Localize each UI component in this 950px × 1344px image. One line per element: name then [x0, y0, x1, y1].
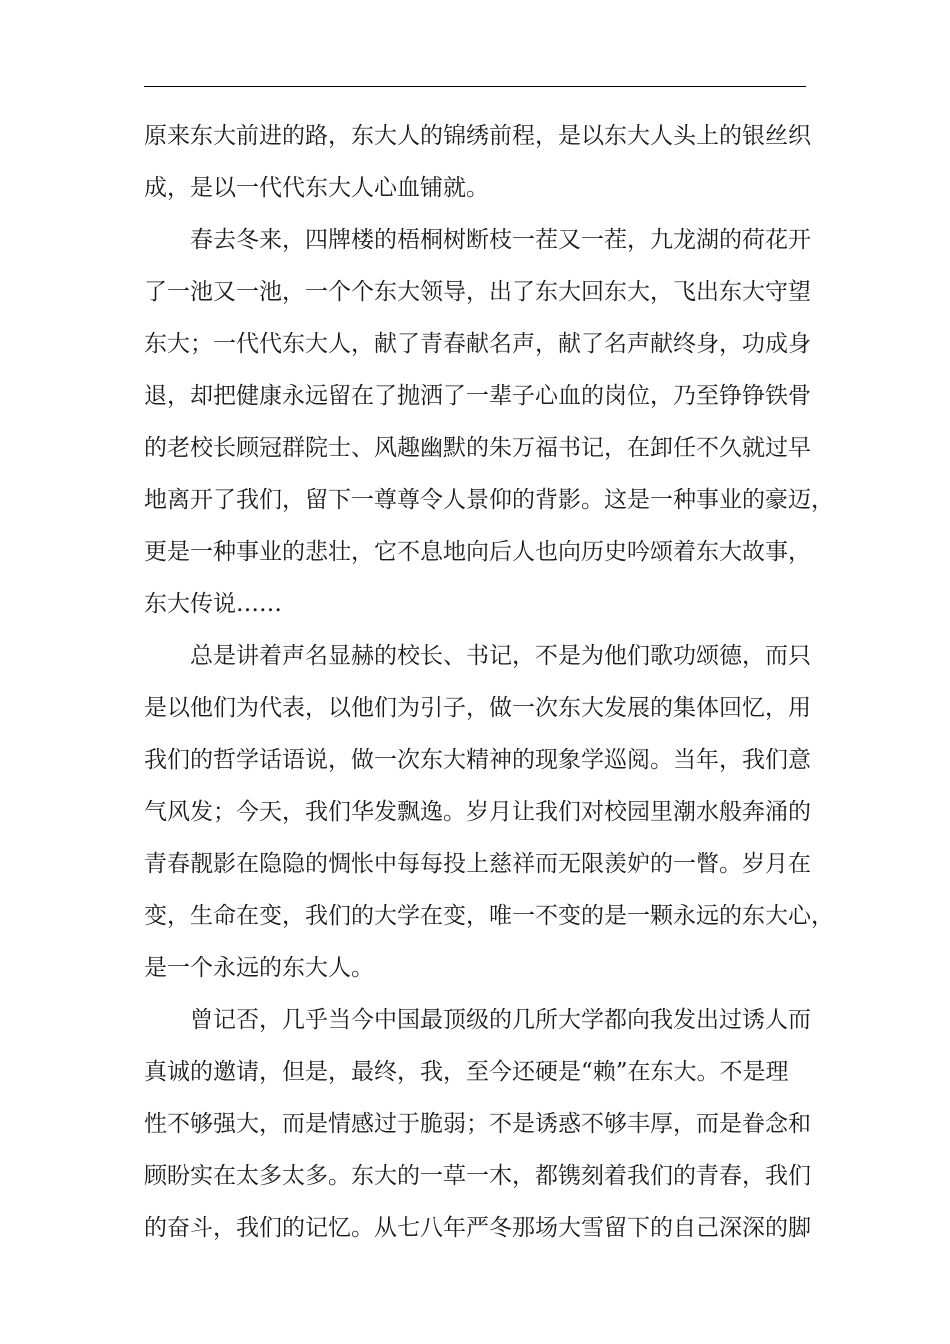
text-line: 春去冬来，四牌楼的梧桐树断枝一茬又一茬，九龙湖的荷花开: [190, 227, 811, 253]
text-line: 的老校长顾冠群院士、风趣幽默的朱万福书记，在卸任不久就过早: [144, 435, 811, 461]
text-line: 退，却把健康永远留在了抛洒了一辈子心血的岗位，乃至铮铮铁骨: [144, 383, 811, 409]
text-line: 我们的哲学话语说，做一次东大精神的现象学巡阅。当年，我们意: [144, 747, 811, 773]
text-line: 真诚的邀请，但是，最终，我，至今还硬是“赖”在东大。不是理: [144, 1059, 789, 1085]
text-line: 性不够强大，而是情感过于脆弱；不是诱惑不够丰厚，而是眷念和: [144, 1111, 811, 1137]
text-line: 顾盼实在太多太多。东大的一草一木，都镌刻着我们的青春，我们: [144, 1163, 811, 1189]
text-line: 的奋斗，我们的记忆。从七八年严冬那场大雪留下的自己深深的脚: [144, 1215, 811, 1241]
text-line: 总是讲着声名显赫的校长、书记，不是为他们歌功颂德，而只: [190, 643, 811, 669]
text-line: 了一池又一池，一个个东大领导，出了东大回东大，飞出东大守望: [144, 279, 811, 305]
text-line: 变，生命在变，我们的大学在变，唯一不变的是一颗永远的东大心，: [144, 903, 834, 929]
text-line: 曾记否，几乎当今中国最顶级的几所大学都向我发出过诱人而: [190, 1007, 811, 1033]
text-line: 是一个永远的东大人。: [144, 955, 374, 981]
text-line: 更是一种事业的悲壮，它不息地向后人也向历史吟颂着东大故事，: [144, 539, 811, 565]
text-line: 东大；一代代东大人，献了青春献名声，献了名声献终身，功成身: [144, 331, 811, 357]
text-line: 东大传说……: [144, 591, 282, 617]
text-line: 青春靓影在隐隐的惆怅中每每投上慈祥而无限羡妒的一瞥。岁月在: [144, 851, 811, 877]
text-line: 地离开了我们，留下一尊尊令人景仰的背影。这是一种事业的豪迈，: [144, 487, 834, 513]
text-line: 成，是以一代代东大人心血铺就。: [144, 175, 489, 201]
text-line: 是以他们为代表，以他们为引子，做一次东大发展的集体回忆，用: [144, 695, 811, 721]
text-line: 原来东大前进的路，东大人的锦绣前程，是以东大人头上的银丝织: [144, 123, 811, 149]
text-line: 气风发；今天，我们华发飘逸。岁月让我们对校园里潮水般奔涌的: [144, 799, 811, 825]
header-rule: [144, 86, 806, 87]
body-text: [144, 110, 834, 1254]
